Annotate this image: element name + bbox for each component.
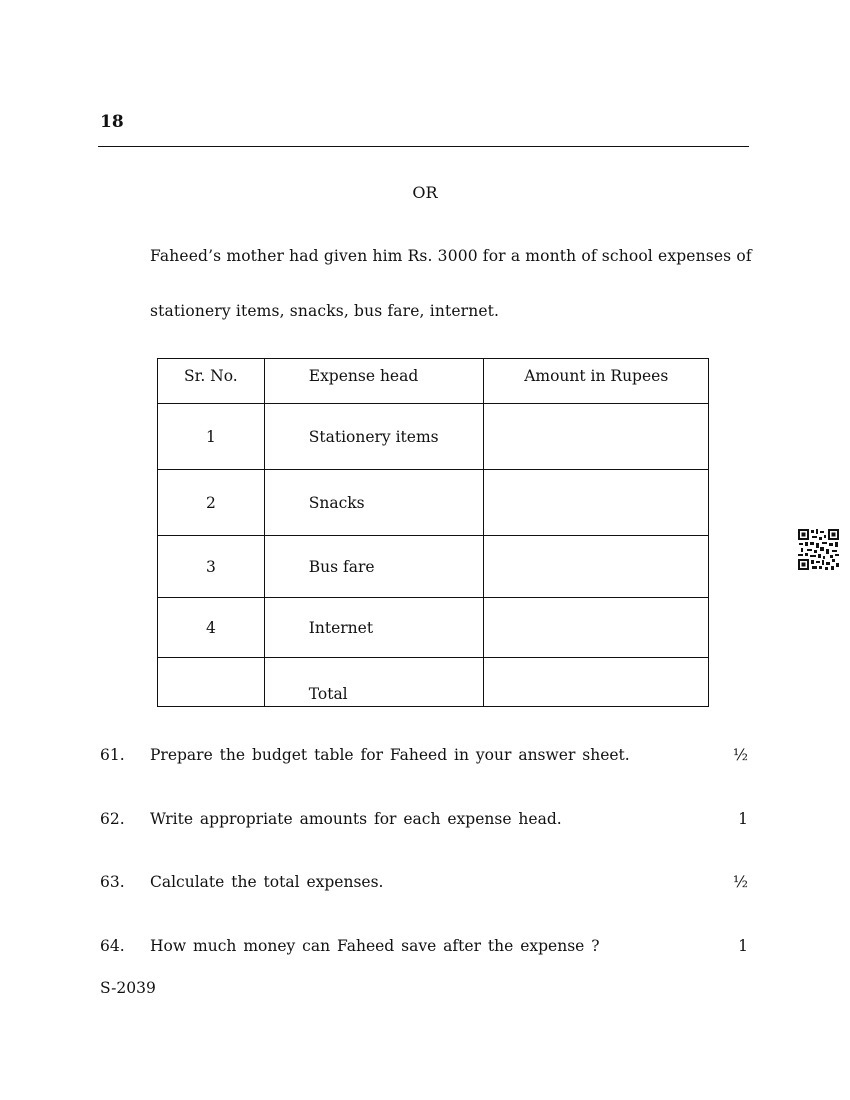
question-number: 61. bbox=[100, 746, 125, 764]
question-text: How much money can Faheed save after the expense ? bbox=[150, 937, 600, 955]
sr-cell: 3 bbox=[158, 536, 265, 598]
intro-line-2: stationery items, snacks, bus fare, internet. bbox=[150, 302, 500, 320]
expense-head-cell: Stationery items bbox=[264, 404, 484, 470]
paper-code: S-2039 bbox=[100, 979, 156, 997]
total-label: Total bbox=[264, 658, 484, 707]
table-row bbox=[158, 536, 709, 598]
header-expense-head: Expense head bbox=[264, 359, 484, 404]
question-marks: ½ bbox=[732, 746, 748, 764]
amount-cell bbox=[484, 470, 709, 536]
amount-cell bbox=[484, 536, 709, 598]
qr-code-icon bbox=[798, 529, 839, 570]
question-text: Calculate the total expenses. bbox=[150, 873, 384, 891]
sr-cell: 2 bbox=[158, 470, 265, 536]
amount-cell bbox=[484, 598, 709, 658]
total-amount-cell bbox=[484, 658, 709, 707]
header-divider bbox=[98, 146, 749, 147]
total-row bbox=[158, 658, 709, 707]
expense-head-cell: Bus fare bbox=[264, 536, 484, 598]
table-row bbox=[158, 404, 709, 470]
question-number: 62. bbox=[100, 810, 125, 828]
question-number: 64. bbox=[100, 937, 125, 955]
table-header-row bbox=[158, 359, 709, 404]
expense-head-cell: Internet bbox=[264, 598, 484, 658]
page-number: 18 bbox=[100, 112, 124, 132]
table-row bbox=[158, 470, 709, 536]
header-amount: Amount in Rupees bbox=[484, 359, 709, 404]
intro-line-1: Faheed’s mother had given him Rs. 3000 for a month of school expenses of bbox=[150, 247, 752, 265]
question-marks: 1 bbox=[738, 810, 748, 828]
table-row bbox=[158, 598, 709, 658]
question-marks: 1 bbox=[738, 937, 748, 955]
or-label: OR bbox=[412, 183, 438, 202]
question-marks: ½ bbox=[732, 873, 748, 891]
expense-head-cell: Snacks bbox=[264, 470, 484, 536]
question-number: 63. bbox=[100, 873, 125, 891]
sr-cell: 1 bbox=[158, 404, 265, 470]
header-sr-no: Sr. No. bbox=[158, 359, 265, 404]
sr-cell: 4 bbox=[158, 598, 265, 658]
budget-table bbox=[157, 358, 709, 707]
total-sr-cell bbox=[158, 658, 265, 707]
amount-cell bbox=[484, 404, 709, 470]
question-text: Prepare the budget table for Faheed in your answer sheet. bbox=[150, 746, 630, 764]
question-text: Write appropriate amounts for each expense head. bbox=[150, 810, 562, 828]
